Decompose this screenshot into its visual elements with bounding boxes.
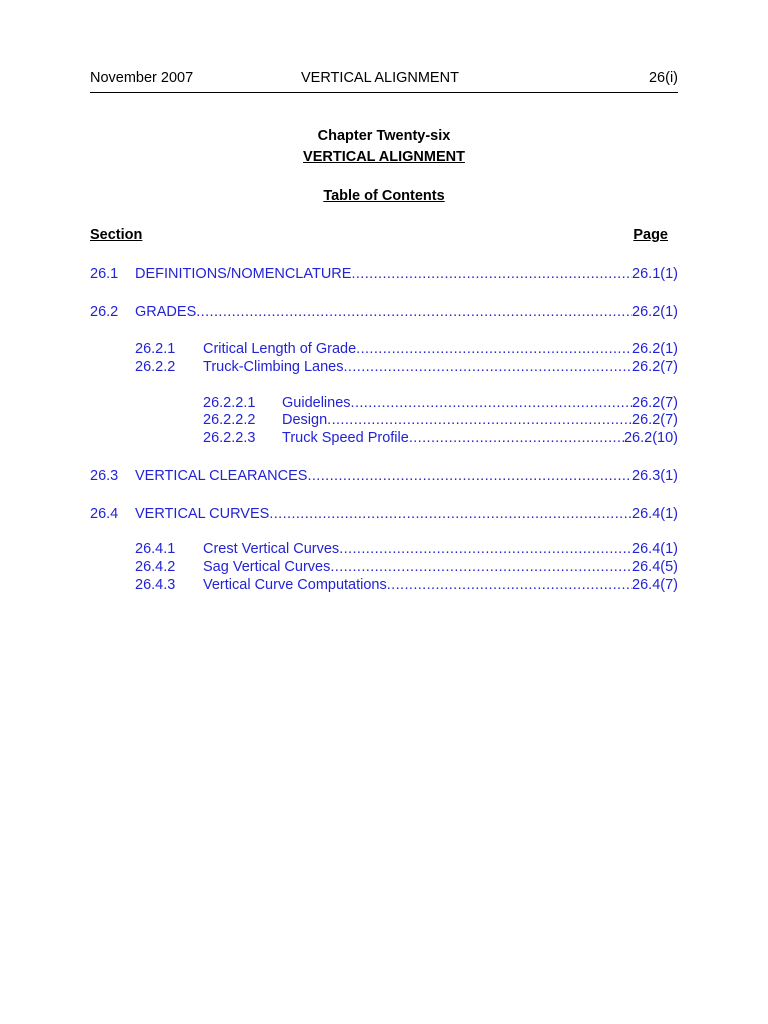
dot-leader [269, 506, 632, 522]
toc-entry-26-2-2-1[interactable] [203, 395, 678, 413]
toc-entry-page: 26.2(1) [632, 341, 678, 357]
toc-entry-number: 26.4.1 [135, 541, 176, 557]
toc-entry-number: 26.4.3 [135, 577, 176, 593]
toc-entry-line [135, 304, 678, 320]
toc-entry-title: Design [282, 412, 328, 428]
toc-entry-page: 26.4(1) [632, 506, 678, 522]
dot-leader [327, 412, 632, 428]
toc-entry-line [135, 266, 678, 282]
toc-entry-number: 26.1 [90, 266, 119, 282]
dot-leader [409, 430, 624, 446]
toc-entry-line [282, 395, 678, 411]
page-column-header: Page [633, 227, 668, 243]
toc-entry-page: 26.4(7) [632, 577, 678, 593]
toc-entry-title: Vertical Curve Computations [203, 577, 387, 593]
toc-entry-page: 26.2(7) [632, 359, 678, 375]
toc-entry-title: GRADES [135, 304, 197, 320]
page-header [90, 70, 678, 93]
toc-entry-title: VERTICAL CLEARANCES [135, 468, 308, 484]
toc-entry-26-2-2-3[interactable] [203, 430, 678, 448]
toc-entry-26-2[interactable] [90, 304, 678, 322]
toc-entry-number: 26.3 [90, 468, 119, 484]
toc-entry-26-3[interactable] [90, 468, 678, 486]
toc-entry-title: Truck Speed Profile [282, 430, 409, 446]
toc-entry-line [135, 468, 678, 484]
toc-entry-page: 26.2(7) [632, 395, 678, 411]
toc-entry-number: 26.2.2.2 [203, 412, 256, 428]
toc-entry-number: 26.2 [90, 304, 119, 320]
toc-entry-26-4-1[interactable] [135, 541, 678, 559]
toc-entry-title: Crest Vertical Curves [203, 541, 340, 557]
toc-entry-number: 26.4.2 [135, 559, 176, 575]
chapter-label: Chapter Twenty-six [317, 128, 451, 144]
toc-entry-26-2-1[interactable] [135, 341, 678, 359]
section-column-header: Section [90, 227, 143, 243]
dot-leader [351, 395, 633, 411]
toc-entry-26-1[interactable] [90, 266, 678, 284]
toc-entry-page: 26.2(10) [623, 430, 678, 446]
chapter-name: VERTICAL ALIGNMENT [303, 149, 465, 165]
toc-entry-line [282, 412, 678, 428]
toc-entry-26-4-2[interactable] [135, 559, 678, 577]
toc-entry-title: Truck-Climbing Lanes [203, 359, 344, 375]
toc-entry-number: 26.2.2 [135, 359, 176, 375]
dot-leader [330, 559, 632, 575]
toc-entry-title: DEFINITIONS/NOMENCLATURE [135, 266, 352, 282]
header-page-number: 26(i) [648, 70, 678, 86]
toc-entry-page: 26.4(5) [632, 559, 678, 575]
toc-entry-number: 26.2.1 [135, 341, 176, 357]
toc-entry-page: 26.2(1) [632, 304, 678, 320]
chapter-name-wrap [90, 149, 678, 165]
toc-entry-title: Sag Vertical Curves [203, 559, 331, 575]
toc-entry-number: 26.4 [90, 506, 119, 522]
toc-entry-line [203, 541, 678, 557]
toc-heading: Table of Contents [323, 188, 445, 204]
dot-leader [339, 541, 632, 557]
header-date: November 2007 [90, 70, 194, 86]
header-title: VERTICAL ALIGNMENT [301, 70, 459, 86]
toc-entry-26-4[interactable] [90, 506, 678, 524]
dot-leader [387, 577, 632, 593]
toc-entry-26-2-2-2[interactable] [203, 412, 678, 430]
toc-entry-26-4-3[interactable] [135, 577, 678, 595]
dot-leader [307, 468, 632, 484]
dot-leader [196, 304, 632, 320]
toc-entry-title: VERTICAL CURVES [135, 506, 270, 522]
toc-entry-title: Guidelines [282, 395, 351, 411]
toc-entry-page: 26.3(1) [632, 468, 678, 484]
toc-entry-line [203, 359, 678, 375]
toc-entry-line [135, 506, 678, 522]
toc-entry-page: 26.1(1) [632, 266, 678, 282]
toc-entry-page: 26.2(7) [632, 412, 678, 428]
toc-entry-line [203, 577, 678, 593]
toc-entry-page: 26.4(1) [632, 541, 678, 557]
toc-entry-line [203, 559, 678, 575]
dot-leader [351, 266, 632, 282]
toc-entry-line [282, 430, 678, 446]
toc-entry-26-2-2[interactable] [135, 359, 678, 377]
dot-leader [356, 341, 632, 357]
toc-heading-wrap [90, 188, 678, 204]
dot-leader [343, 359, 632, 375]
toc-entry-line [203, 341, 678, 357]
toc-entry-title: Critical Length of Grade [203, 341, 357, 357]
toc-entry-number: 26.2.2.1 [203, 395, 256, 411]
toc-entry-number: 26.2.2.3 [203, 430, 256, 446]
